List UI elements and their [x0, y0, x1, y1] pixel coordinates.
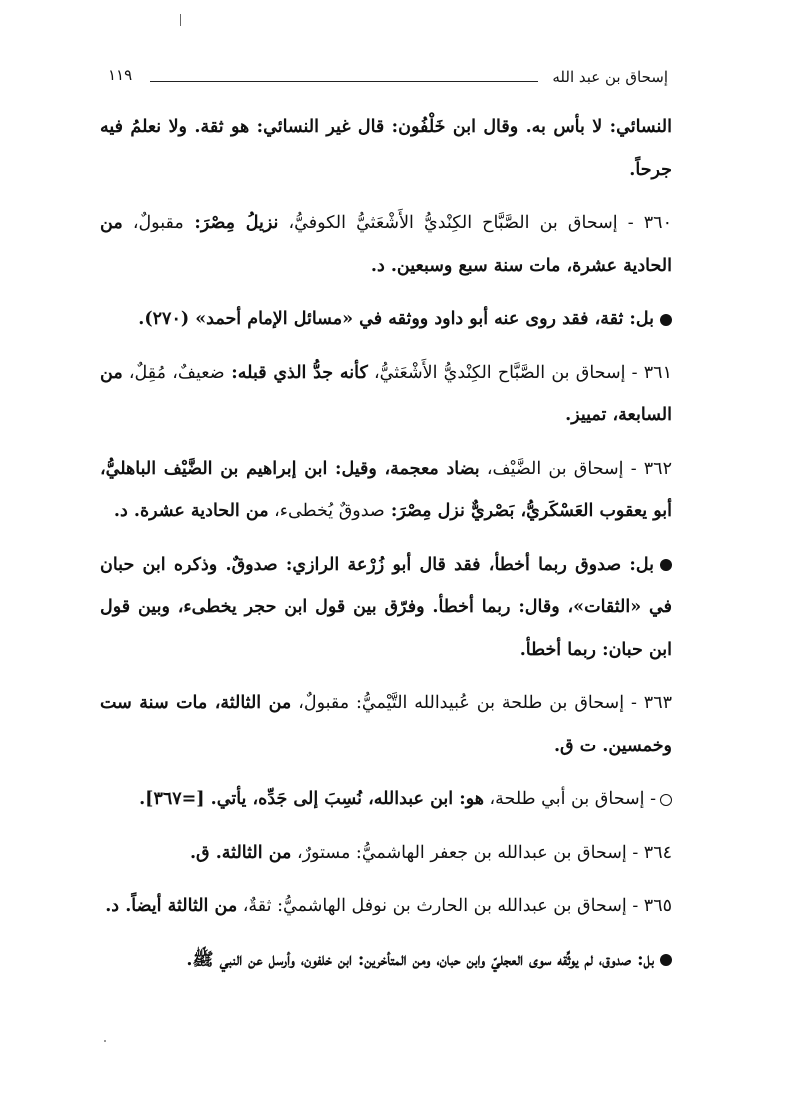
- entry-grade: صدوقٌ يُخطىء،: [268, 501, 385, 521]
- entry-text: ٣٦١ - إسحاق بن الصَّبَّاح الكِنْديُّ الأَشْعَثيُّ،: [367, 362, 672, 383]
- bullet-icon: [660, 314, 672, 326]
- comment-360: [100, 298, 672, 341]
- page-body: [100, 106, 672, 992]
- scan-speck: [104, 1040, 106, 1042]
- comment-text: بل: ثقة، فقد روى عنه أبو داود ووثقه في «مسائل الإمام أحمد» (٢٧٠).: [138, 309, 654, 329]
- entry-365: [100, 885, 672, 928]
- entry-text-bold: من الثالثة، مات سنة ست وخمسين. ت ق.: [100, 693, 672, 756]
- entry-grade: ضعيفٌ، مُقِلٌ،: [122, 362, 225, 383]
- entry-text-bold: هو: ابن عبدالله، نُسِبَ إلى جَدِّه، يأتي. [=٣٦٧].: [139, 789, 484, 809]
- bullet-icon: [660, 954, 672, 966]
- comment-text: بل: صدوق ربما أخطأ، فقد قال أبو زُرْعة الرازي: صدوقٌ. وذكره ابن حبان في «الثقات»، وقال: ربما أخطأ. وفرّق بين قول ابن حجر يخطىء، وبين قول ابن حبان: ربما أخطأ.: [100, 554, 672, 660]
- entry-text-bold: النسائي: لا بأس به. وقال ابن خَلْفُون: قال غير النسائي: هو ثقة. ولا نعلمُ فيه جرحاً.: [100, 117, 672, 180]
- header-rule: [150, 81, 538, 82]
- comment-365: [100, 939, 672, 982]
- running-title: إسحاق بن عبد الله: [552, 68, 668, 86]
- entry-text-bold: من السابعة، تمييز.: [100, 362, 672, 425]
- scan-mark: [180, 14, 181, 26]
- entry-361: [100, 352, 672, 437]
- entry-text: ٣٦٢ - إسحاق بن الضَّيْف،: [479, 458, 672, 479]
- entry-text-bold: من الحادية عشرة. د.: [113, 501, 269, 521]
- entry-text-bold: من الحادية عشرة، مات سنة سبع وسبعين. د.: [100, 213, 672, 276]
- entry-cross-reference: [100, 778, 672, 821]
- entry-continuation: [100, 106, 672, 191]
- entry-text-bold: من الثالثة. ق.: [189, 842, 292, 863]
- entry-362: [100, 448, 672, 533]
- entry-text: ٣٦٥ - إسحاق بن عبدالله بن الحارث بن نوفل الهاشميُّ: ثقةٌ،: [237, 896, 672, 916]
- entry-grade: مقبولٌ،: [122, 213, 184, 233]
- comment-text: بل: صدوق، لم يوثِّقه سوى العجليّ وابن حبان، ومن المتأخرين: ابن خلفون، وأرسل عن النبي ﷺ.: [186, 949, 654, 970]
- entry-text-bold: من الثالثة أيضاً. د.: [105, 896, 238, 916]
- hollow-circle-icon: [660, 794, 672, 806]
- entry-text: ٣٦٤ - إسحاق بن عبدالله بن جعفر الهاشميُّ: مستورٌ،: [291, 842, 672, 863]
- entry-text: ٣٦٣ - إسحاق بن طلحة بن عُبيدالله التَّيْميُّ: مقبولٌ،: [291, 693, 672, 713]
- page-header: [108, 58, 668, 92]
- entry-360: [100, 202, 672, 287]
- comment-362: [100, 544, 672, 672]
- entry-text-bold: بضاد معجمة، وقيل: ابن إبراهيم بن الضَّيْف الباهليُّ، أبو يعقوب العَسْكَريُّ، بَصْريٌّ نزل مِصْرَ:: [100, 458, 672, 521]
- entry-text: - إسحاق بن أبي طلحة،: [483, 789, 656, 809]
- entry-text-bold: كأنه جدُّ الذي قبله:: [224, 362, 368, 383]
- entry-text: ٣٦٠ - إسحاق بن الصَّبَّاح الكِنْديُّ الأَشْعَثيُّ الكوفيُّ،: [278, 213, 672, 233]
- entry-364: [100, 832, 672, 875]
- bullet-icon: [660, 559, 672, 571]
- entry-363: [100, 682, 672, 767]
- page-number: ١١٩: [108, 66, 133, 84]
- entry-text-bold: نزيلُ مِصْرَ:: [183, 213, 279, 233]
